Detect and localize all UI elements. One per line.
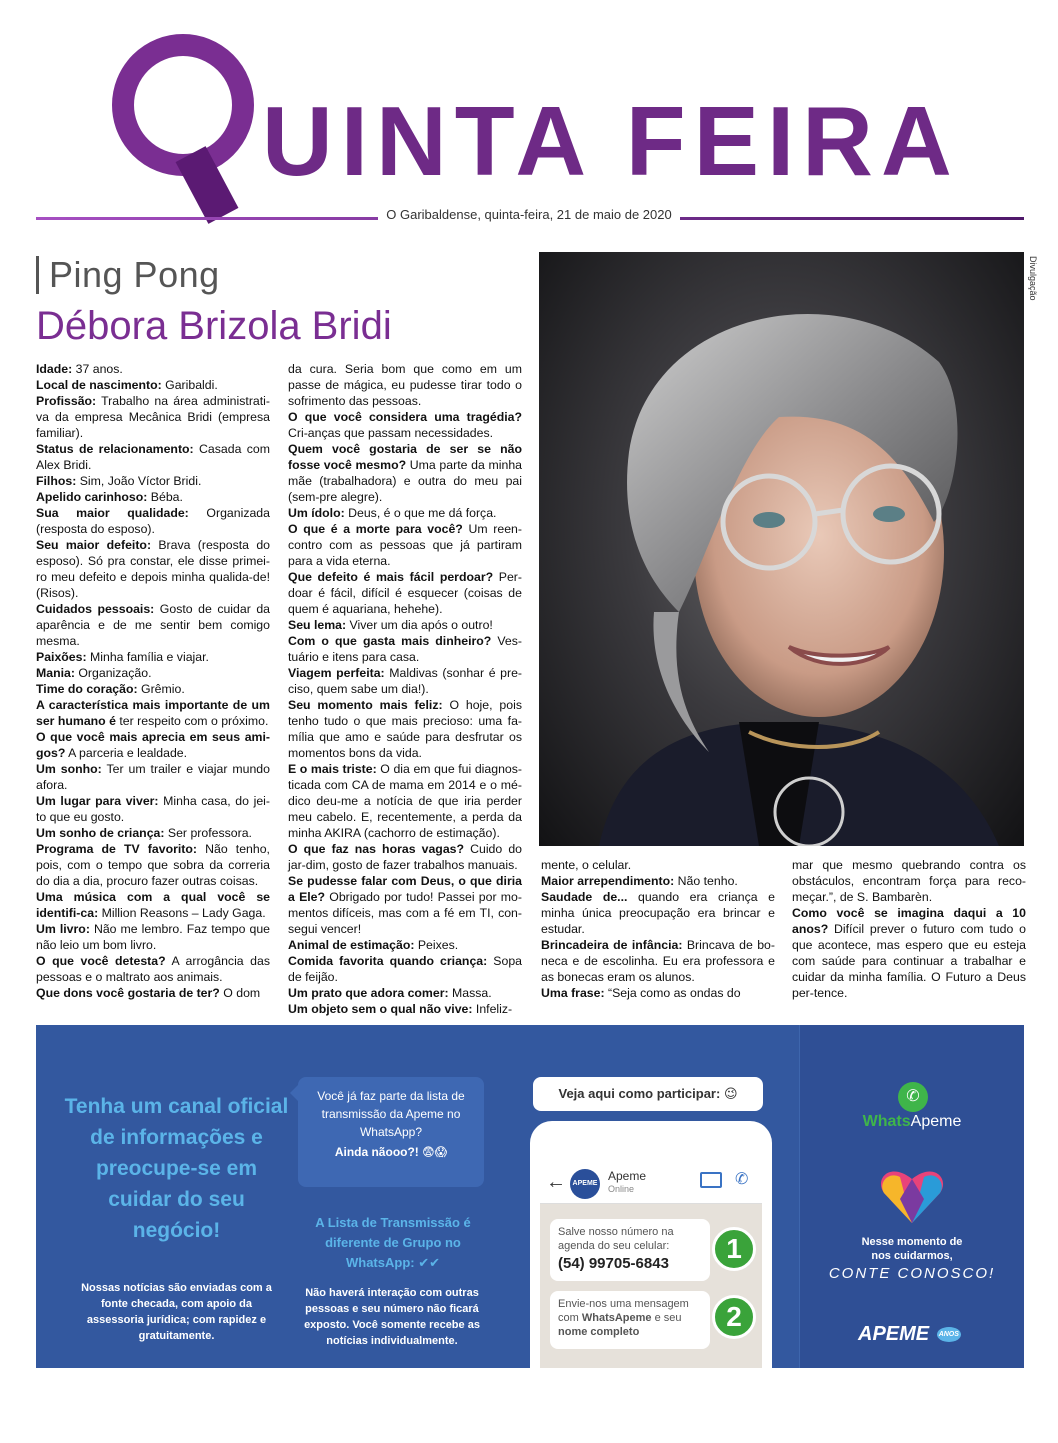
qa-question: Local de nascimento: [36, 378, 162, 392]
qa-paragraph [792, 857, 1026, 905]
qa-paragraph [288, 361, 522, 409]
wink-emoji-icon: 😉 [723, 1086, 738, 1101]
qa-paragraph [36, 825, 270, 841]
qa-paragraph [288, 505, 522, 521]
qa-answer: Béba. [147, 490, 183, 504]
whatsapp-icon: ✆ [898, 1082, 928, 1112]
qa-answer: Minha família e viajar. [86, 650, 209, 664]
ad-brand-panel [799, 1025, 1024, 1368]
qa-paragraph [36, 377, 270, 393]
qa-paragraph [288, 1001, 522, 1017]
qa-answer: ter respeito com o próximo. [115, 714, 269, 728]
qa-paragraph [36, 697, 270, 729]
qa-answer: A parceria e lealdade. [65, 746, 188, 760]
qa-paragraph [36, 361, 270, 377]
article-title: Débora Brizola Bridi [36, 304, 392, 348]
qa-answer: Grêmio. [137, 682, 185, 696]
qa-question: Profissão: [36, 394, 97, 408]
qa-paragraph [541, 985, 775, 1001]
heart-logo-icon [880, 1165, 944, 1225]
qa-question: E o mais triste: [288, 762, 377, 776]
qa-question: Time do coração: [36, 682, 138, 696]
qa-paragraph [541, 889, 775, 937]
qa-paragraph [288, 761, 522, 841]
qa-question: Viagem perfeita: [288, 666, 385, 680]
qa-paragraph [288, 697, 522, 761]
qa-question: Que dons você gostaria de ter? [36, 986, 220, 1000]
step-number-2: 2 [712, 1295, 756, 1339]
text-column-4 [792, 857, 1026, 1001]
qa-answer: 37 anos. [72, 362, 123, 376]
qa-question: Status de relacionamento: [36, 442, 194, 456]
qa-answer: “Seja como as ondas do [604, 986, 741, 1000]
qa-paragraph [288, 953, 522, 985]
qa-paragraph [36, 649, 270, 665]
qa-answer: Obrigado por tudo! Passei por mo-mentos difíceis, mas com a fé em TI, con-segui vencer! [288, 890, 522, 936]
qa-answer: Sim, João Víctor Bridi. [76, 474, 202, 488]
qa-paragraph [541, 857, 775, 873]
qa-question: Programa de TV favorito: [36, 842, 197, 856]
qa-answer: O hoje, pois tenho tudo o que mais precioso: uma fa-mília que amo e saúde para desfrutar os momentos bons da vida. [288, 698, 522, 760]
qa-answer: Garibaldi. [161, 378, 218, 392]
phone-number: (54) 99705-6843 [558, 1255, 669, 1272]
qa-question: Um lugar para viver: [36, 794, 159, 808]
qa-paragraph [36, 889, 270, 921]
qa-answer: mente, o celular. [541, 858, 632, 872]
qa-question: Seu lema: [288, 618, 347, 632]
qa-paragraph [288, 985, 522, 1001]
qa-answer: Difícil prever o futuro com tudo o que acontece, mas espero que eu esteja com saúde para continuar a trabalhar e cuidar da minha família. O Futuro a Deus per-tence. [792, 922, 1026, 1000]
qa-answer: Million Reasons – Lady Gaga. [98, 906, 266, 920]
whatsapeme-brand: WhatsApeme [862, 1113, 962, 1130]
phone-call-icon[interactable]: ✆ [735, 1171, 749, 1188]
chat-status: Online [608, 1184, 635, 1194]
double-check-icon: ✔✔ [418, 1255, 441, 1270]
qa-answer: Cri-anças que passam necessidades. [288, 426, 494, 440]
qa-paragraph [288, 617, 522, 633]
qa-answer: Viver um dia após o outro! [346, 618, 493, 632]
qa-question: Como você se imagina daqui a 10 anos? [792, 906, 1026, 936]
qa-question: Um prato que adora comer: [288, 986, 449, 1000]
qa-question: Uma frase: [541, 986, 605, 1000]
qa-answer: Organizada (resposta do esposo). [36, 506, 270, 536]
qa-answer: Cuido do jar-dim, gosto de fazer trabalhos manuais. [288, 842, 522, 872]
qa-answer: Um reen-contro com as pessoas que já partiram para a vida eterna. [288, 522, 522, 568]
qa-paragraph [36, 393, 270, 441]
qa-paragraph [792, 905, 1026, 1001]
masthead-title: UINTA FEIRA [262, 86, 960, 196]
qa-paragraph [541, 873, 775, 889]
apeme-advertisement [36, 1025, 1024, 1368]
qa-paragraph [288, 937, 522, 953]
qa-answer: Maldivas (sonhar é pre-ciso, quem sabe um dia!). [288, 666, 523, 696]
qa-answer: Brincava de bo-neca e de escolinha. Eu era professora e as bonecas eram os alunos. [541, 938, 775, 984]
qa-question: Filhos: [36, 474, 77, 488]
qa-answer: A arrogância das pessoas e o maltrato aos animais. [36, 954, 270, 984]
qa-paragraph [288, 665, 522, 697]
ad-tag: Veja aqui como participar: 😉 [533, 1077, 763, 1111]
qa-answer: Ser professora. [164, 826, 252, 840]
qa-question: Uma música com a qual você se identifi-ca: [36, 890, 270, 920]
chat-message-2: Envie-nos uma mensagem com WhatsApeme e seu nome completo [550, 1291, 710, 1349]
qa-question: O que faz nas horas vagas? [288, 842, 465, 856]
chat-message-1: Salve nosso número na agenda do seu celular: (54) 99705-6843 [550, 1219, 710, 1281]
back-arrow-icon[interactable]: ← [546, 1171, 566, 1193]
qa-answer: O dia em que fui diagnos-ticada com CA de mama em 2014 e o mé-dico deu-me a notícia de que iria perder meu cabelo. E, recentemente, a perda da minha AKIRA (cachorro de estimação). [288, 762, 523, 840]
qa-paragraph [36, 985, 270, 1001]
qa-question: Saudade de... [541, 890, 628, 904]
qa-question: Brincadeira de infância: [541, 938, 683, 952]
qa-answer: Massa. [448, 986, 492, 1000]
qa-paragraph [288, 633, 522, 665]
anniversary-badge-icon: ANOS [937, 1327, 961, 1342]
qa-answer: da cura. Seria bom que como em um passe de mágica, eu pudesse tirar todo o sofrimento das pessoas. [288, 362, 522, 408]
qa-paragraph [36, 441, 270, 473]
qa-answer: Não tenho, pois, com o tempo que sobra da correria do dia a dia, procuro fazer outras coisas. [36, 842, 270, 888]
qa-question: Um objeto sem o qual não vive: [288, 1002, 473, 1016]
qa-question: Paixões: [36, 650, 87, 664]
side-text: Nesse momento de nos cuidarmos, [861, 1236, 963, 1262]
phone-mockup [530, 1121, 772, 1368]
qa-paragraph [288, 841, 522, 873]
qa-paragraph [288, 521, 522, 569]
qa-answer: Organização. [74, 666, 152, 680]
qa-paragraph [541, 937, 775, 985]
qa-question: Maior arrependimento: [541, 874, 675, 888]
text-column-1 [36, 361, 270, 1001]
qa-question: Um sonho: [36, 762, 102, 776]
qa-question: O que é a morte para você? [288, 522, 463, 536]
chat-header [540, 1163, 762, 1204]
apeme-logo: APEME ANOS [858, 1323, 959, 1345]
step-number-1: 1 [712, 1227, 756, 1271]
qa-question: Se pudesse falar com Deus, o que diria a Ele? [288, 874, 522, 904]
ad-broadcast-note: A Lista de Transmissão é diferente de Grupo no WhatsApp: ✔✔ [315, 1215, 471, 1270]
qa-answer: Per-doar é fácil, difícil é esquecer (coisas de quem é aquariana, hehehe). [288, 570, 522, 616]
masthead [0, 0, 1058, 240]
qa-question: Seu maior defeito: [36, 538, 152, 552]
qa-paragraph [36, 537, 270, 601]
qa-question: Um sonho de criança: [36, 826, 165, 840]
qa-answer: quando era criança e minha única preocupação era brincar e estudar. [541, 890, 776, 936]
qa-paragraph [36, 489, 270, 505]
text-column-3 [541, 857, 775, 1001]
qa-paragraph [36, 841, 270, 889]
qa-question: Sua maior qualidade: [36, 506, 189, 520]
chat-avatar: APEME [570, 1169, 600, 1199]
masthead-q-letter [112, 34, 254, 176]
qa-paragraph [36, 761, 270, 793]
qa-answer: Uma parte da minha mãe (trabalhadora) e outra do meu pai (sem-pre alegre). [288, 458, 522, 504]
worried-emoji-icon: 😨😱 [422, 1145, 448, 1159]
qa-question: Cuidados pessoais: [36, 602, 155, 616]
qa-question: Um ídolo: [288, 506, 345, 520]
qa-question: O que você mais aprecia em seus ami-gos? [36, 730, 270, 760]
qa-question: Com o que gasta mais dinheiro? [288, 634, 492, 648]
qa-answer: mar que mesmo quebrando contra os obstáculos, encontram força para reco-meçar.”, de S. Bambarèn. [792, 858, 1026, 904]
qa-paragraph [36, 681, 270, 697]
qa-paragraph [36, 665, 270, 681]
qa-answer: Gosto de cuidar da aparência e de me sentir bem comigo mesma. [36, 602, 271, 648]
bubble-text: Você já faz parte da lista de transmissão da Apeme no WhatsApp? [317, 1089, 465, 1139]
qa-paragraph [288, 569, 522, 617]
ad-question-bubble [298, 1077, 484, 1187]
qa-answer: Não me lembro. Faz tempo que não leio um bom livro. [36, 922, 270, 952]
qa-paragraph [36, 473, 270, 489]
ad-broadcast-body: Não haverá interação com outras pessoas e seu número não ficará exposto. Você somente recebe as notícias individualmente. [304, 1287, 480, 1347]
photo-credit: Divulgação [1028, 256, 1038, 301]
qa-question: O que você considera uma tragédia? [288, 410, 522, 424]
qa-paragraph [36, 729, 270, 761]
qa-paragraph [288, 873, 522, 937]
qa-answer: Ter um trailer e viajar mundo afora. [36, 762, 270, 792]
date-line: O Garibaldense, quinta-feira, 21 de maio de 2020 [0, 207, 1058, 222]
qa-answer: Brava (resposta do esposo). Só pra constar, ele disse primei-ro meu defeito e depois minha qualida-de! (Risos). [36, 538, 271, 600]
qa-answer: Peixes. [414, 938, 459, 952]
qa-question: Um livro: [36, 922, 90, 936]
qa-paragraph [36, 793, 270, 825]
qa-answer: Não tenho. [674, 874, 738, 888]
qa-paragraph [36, 601, 270, 649]
qa-answer: Infeliz- [472, 1002, 513, 1016]
qa-answer: Trabalho na área administrati-va da empresa Mecânica Bridi (empresa familiar). [36, 394, 270, 440]
text-column-2 [288, 361, 522, 1017]
qa-paragraph [36, 953, 270, 985]
qa-answer: Minha casa, do jei-to que eu gosto. [36, 794, 270, 824]
qa-question: Idade: [36, 362, 73, 376]
chat-area [540, 1163, 762, 1368]
portrait-photo [539, 252, 1024, 846]
chat-name: Apeme [608, 1169, 647, 1183]
qa-question: Animal de estimação: [288, 938, 415, 952]
qa-question: Mania: [36, 666, 75, 680]
qa-paragraph [36, 921, 270, 953]
qa-answer: Sopa de feijão. [288, 954, 523, 984]
ad-headline: Tenha um canal oficial de informações e preocupe-se em cuidar do seu negócio! [64, 1095, 289, 1242]
qa-paragraph [288, 441, 522, 505]
qa-paragraph [36, 505, 270, 537]
section-kicker: Ping Pong [36, 254, 220, 296]
qa-answer: Casada com Alex Bridi. [36, 442, 271, 472]
video-call-icon[interactable] [700, 1172, 722, 1188]
qa-question: O que você detesta? [36, 954, 166, 968]
qa-answer: Deus, é o que me dá força. [344, 506, 497, 520]
bubble-bold: Ainda nãooo?! [334, 1145, 419, 1159]
ad-left-body: Nossas notícias são enviadas com a fonte checada, com apoio da assessoria jurídica; com rapidez e gratuitamente. [81, 1282, 272, 1342]
qa-question: Quem você gostaria de ser se não fosse você mesmo? [288, 442, 522, 472]
qa-paragraph [288, 409, 522, 441]
qa-answer: O dom [219, 986, 261, 1000]
qa-answer: Ves-tuário e itens para casa. [288, 634, 522, 664]
qa-question: Apelido carinhoso: [36, 490, 148, 504]
qa-question: A característica mais importante de um ser humano é [36, 698, 270, 728]
qa-question: Que defeito é mais fácil perdoar? [288, 570, 494, 584]
side-script: CONTE CONOSCO! [828, 1265, 996, 1282]
qa-question: Comida favorita quando criança: [288, 954, 488, 968]
qa-question: Seu momento mais feliz: [288, 698, 443, 712]
